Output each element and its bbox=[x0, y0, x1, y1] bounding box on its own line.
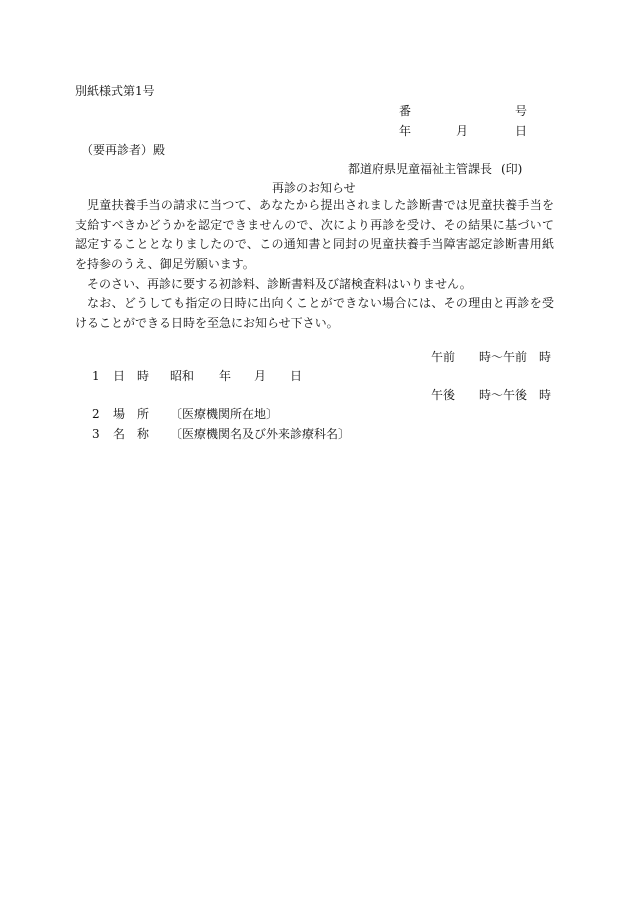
day-label: 日 bbox=[515, 124, 528, 138]
item1-month: 月 bbox=[254, 369, 267, 383]
item1-number: 1 bbox=[92, 369, 100, 383]
item1-day: 日 bbox=[290, 369, 303, 383]
item2-label: 場 所 bbox=[113, 407, 150, 421]
ban-label: 番 bbox=[399, 104, 412, 118]
seal-mark: (印) bbox=[501, 162, 523, 176]
item3-value: 〔医療機関名及び外来診療科名〕 bbox=[170, 427, 351, 441]
year-label: 年 bbox=[399, 124, 412, 138]
month-label: 月 bbox=[456, 124, 469, 138]
item3-label: 名 称 bbox=[113, 427, 150, 441]
issuer: 都道府県児童福祉主管課長 bbox=[348, 162, 493, 176]
addressee: （要再診者）殿 bbox=[81, 143, 166, 157]
item1-label: 日 時 bbox=[113, 369, 150, 383]
body-paragraph-2: そのさい、再診に要する初診料、診断書料及び諸検査料はいりません。 bbox=[87, 277, 472, 291]
body-paragraph-1: 児童扶養手当の請求に当つて、あなたから提出されました診断書では児童扶養手当を支給すべきかどうかを認定できませんので、次により再診を受け、その結果に基づいて認定することとなりましたので、この通知書と同封の児童扶養手当障害認定診断書用紙を持参のうえ、御足労願います。 bbox=[75, 198, 554, 271]
pm-time-range: 午後 時～午後 時 bbox=[431, 388, 552, 402]
item1-year: 年 bbox=[219, 369, 232, 383]
item1-era: 昭和 bbox=[170, 369, 195, 383]
body-paragraph-3: なお、どうしても指定の日時に出向くことができない場合には、その理由と再診を受けることができる日時を至急にお知らせ下さい。 bbox=[75, 296, 554, 330]
item2-value: 〔医療機関所在地〕 bbox=[170, 407, 279, 421]
form-number: 別紙様式第1号 bbox=[75, 84, 155, 98]
am-time-range: 午前 時～午前 時 bbox=[431, 350, 552, 364]
item3-number: 3 bbox=[92, 427, 100, 441]
document-title: 再診のお知らせ bbox=[272, 181, 356, 195]
item2-number: 2 bbox=[92, 407, 100, 421]
go-label: 号 bbox=[515, 104, 528, 118]
